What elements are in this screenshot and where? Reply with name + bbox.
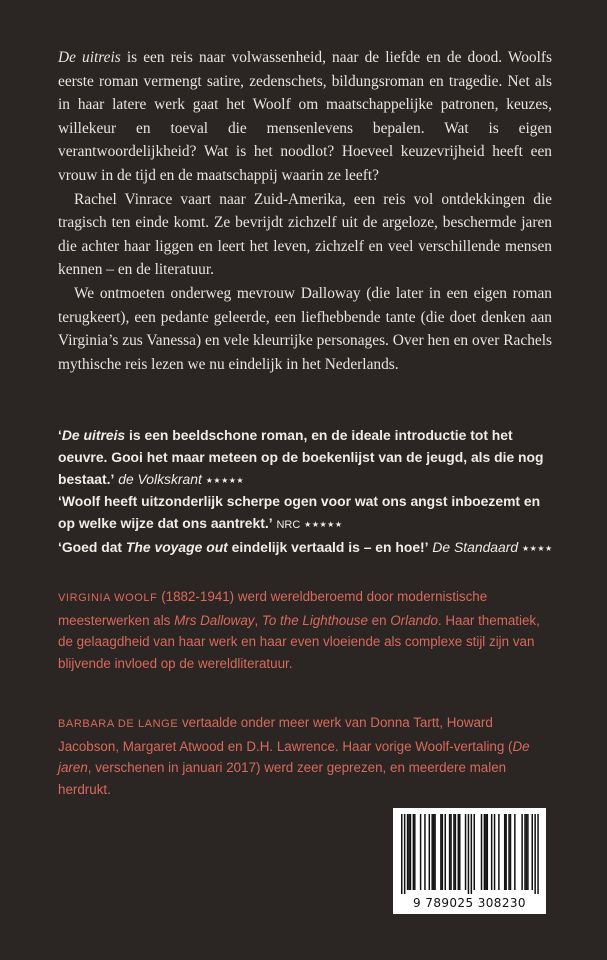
review-source: De Standaard (432, 538, 519, 555)
barcode-bar (508, 814, 510, 890)
review-source: de Volkskrant (118, 470, 202, 487)
barcode-bar (401, 814, 403, 894)
review-book-title: The voyage out (125, 538, 228, 555)
work-title: Mrs Dalloway (174, 612, 255, 628)
barcode-bar (505, 814, 507, 890)
author-bio-text (58, 586, 552, 674)
barcode-bar (431, 814, 433, 890)
translator-name: BARBARA DE LANGE (58, 718, 179, 730)
isbn-number: 9 789025 308230 (413, 896, 526, 910)
barcode-bar (491, 814, 493, 890)
barcode-bar (527, 814, 529, 890)
star-rating: ★★★★★ (304, 520, 343, 530)
barcode-bar (485, 814, 487, 890)
review-quote: is een beeldschone roman, en de ideale introductie tot het oeuvre. Gooi het maar meteen op de boekenlijst van de jeugd, als die nog bestaat.’ (58, 427, 544, 487)
barcode-bar (524, 814, 526, 890)
barcode-bar (474, 814, 476, 890)
review-book-title: De uitreis (61, 427, 126, 443)
press-reviews (58, 425, 558, 560)
book-title: De uitreis (58, 49, 121, 66)
barcode-bar (445, 814, 447, 890)
barcode-bars (393, 808, 546, 898)
barcode-bar (494, 814, 496, 890)
review-quote-start: ‘Goed dat (58, 538, 126, 555)
back-cover-blurb (58, 46, 552, 376)
bio-text: (1882-1941) werd wereldberoemd door modernistische meesterwerken als (58, 589, 488, 628)
barcode-bar (521, 814, 523, 890)
review-quote: eindelijk vertaald is – en hoe!’ (227, 538, 429, 555)
barcode-bar (468, 814, 470, 894)
barcode-bar (450, 814, 452, 890)
barcode-bar (434, 814, 436, 890)
barcode-bar (537, 814, 539, 894)
barcode-bar (471, 814, 473, 894)
blurb-paragraph-3: We ontmoeten onderweg mevrouw Dalloway (die later in een eigen roman terugkeert), een pedante geleerde, een liefhebbende tante (die doet denken aan Virginia’s zus Vanessa) en vele kleurrijke personages. Over hen en over Rachels mythische reis lezen we nu eindelijk in het Nederlands. (58, 284, 552, 373)
bio-text: en (367, 612, 391, 628)
translator-bio (58, 712, 552, 800)
review-source: NRC (276, 519, 301, 532)
barcode-bar (510, 814, 512, 890)
barcode-bar (420, 814, 422, 890)
barcode-bar (440, 814, 442, 890)
barcode-bar (449, 814, 451, 890)
barcode-bar (424, 814, 426, 890)
barcode-bar (404, 814, 406, 894)
barcode-bar (458, 814, 460, 890)
barcode-bar (433, 814, 435, 890)
star-rating: ★★★★★ (205, 475, 245, 485)
barcode-bar (504, 814, 506, 890)
star-rating: ★★★★ (521, 543, 553, 553)
barcode-bar (414, 814, 416, 890)
barcode-bar (407, 814, 409, 890)
barcode-bar (532, 814, 534, 890)
barcode-bar (481, 814, 483, 890)
blurb-text: is een reis naar volwassenheid, naar de liefde en de dood. Woolfs eerste roman vermengt satire, zedenschets, bildungsroman en tragedie. Net als in haar latere werk gaat het Woolf om maatschappelijke patronen, keuzes, willekeur en toeval die mensenlevens bepalen. Wat is eigen verantwoordelijkheid? Wat is het noodlot? Hoeveel keuzevrijheid heeft een vrouw in de tijd en de maatschappij waarin ze leeft? (58, 49, 553, 184)
barcode-bar (526, 814, 528, 890)
barcode-bar (429, 814, 431, 890)
barcode-bar (534, 814, 536, 894)
barcode-bar (442, 814, 444, 890)
author-name: VIRGINIA WOOLF (58, 592, 158, 604)
barcode-bar (453, 814, 455, 890)
barcode-bar (459, 814, 461, 890)
work-title: To the Lighthouse (261, 612, 368, 628)
review-quote: ‘Woolf heeft uitzonderlijk scherpe ogen voor wat ons angst inboezemt en op welke wijze dat ons aantrekt.’ (58, 493, 541, 532)
work-title: Orlando (390, 612, 438, 628)
barcode-bar (413, 814, 415, 890)
bio-text: vertaalde onder meer werk van Donna Tartt, Howard Jacobson, Margaret Atwood en D.H. Lawrence. Haar vorige Woolf-vertaling ( (58, 715, 513, 754)
barcode-bar (465, 814, 467, 890)
author-bio (58, 586, 552, 674)
quote-open: ‘ (58, 427, 62, 443)
barcode-bar (410, 814, 412, 890)
blurb-paragraph-1 (58, 46, 552, 188)
barcode-bar (484, 814, 486, 890)
review-nrc (58, 491, 558, 537)
work-title: De jaren (58, 738, 530, 776)
bio-text: , verschenen in januari 2017) werd zeer geprezen, en meerdere malen herdrukt. (58, 760, 507, 797)
bio-text: , (254, 612, 262, 628)
barcode-bar (455, 814, 457, 890)
barcode-bar (514, 814, 516, 890)
bio-text: . Haar thematiek, de gelaagdheid van haar werk en haar even vloeiende als complexe stijl zijn van blijvende invloed op de wereldliteratuur. (58, 612, 540, 671)
barcode-bar (498, 814, 500, 890)
barcode-bar (487, 814, 489, 890)
blurb-paragraph-2: Rachel Vinrace vaart naar Zuid-Amerika, een reis vol ontdekkingen die tragisch ten einde komt. Ze bevrijdt zichzelf uit de argeloze, beschermde jaren die achter haar liggen en leert het leven, zichzelf en veel verschillende mensen kennen – en de literatuur. (58, 190, 552, 279)
barcode-bar (408, 814, 410, 890)
isbn-barcode (393, 808, 546, 914)
translator-bio-text (58, 712, 552, 800)
review-standaard (58, 537, 558, 560)
review-volkskrant (58, 425, 558, 491)
